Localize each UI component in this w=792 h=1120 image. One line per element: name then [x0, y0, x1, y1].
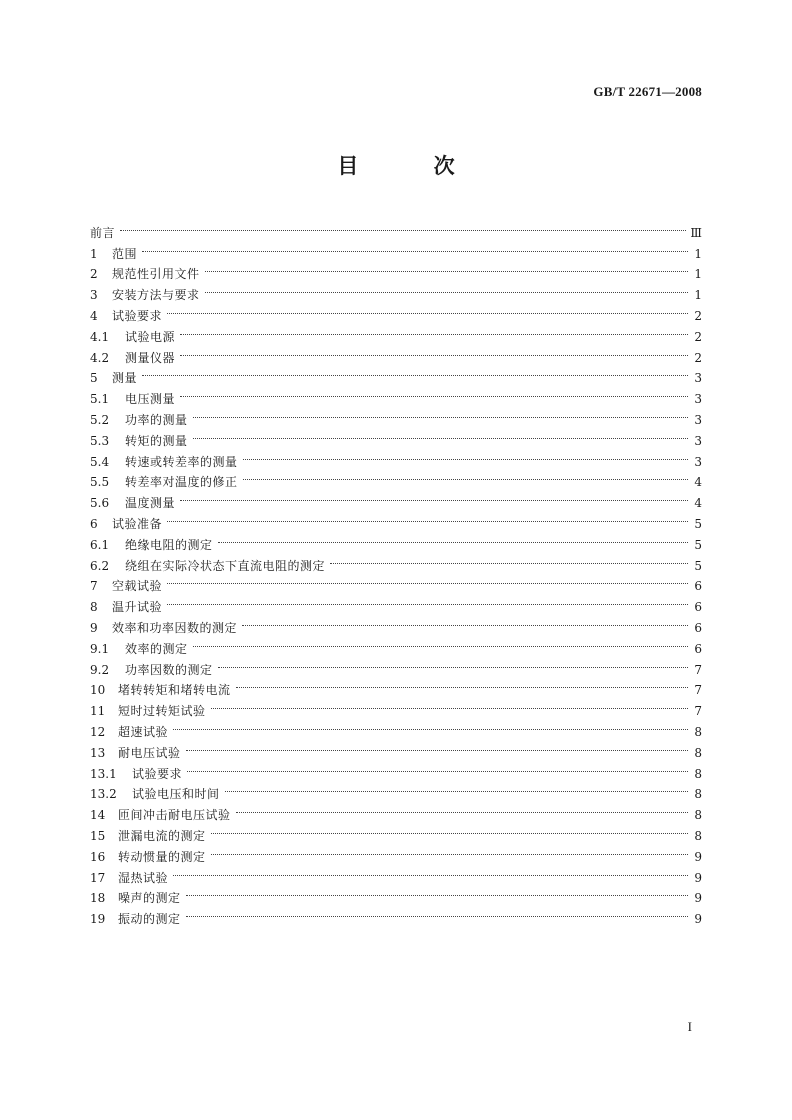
- toc-entry-page: 8: [694, 808, 702, 823]
- toc-entry-title: 绝缘电阻的测定: [125, 537, 213, 552]
- toc-entry-number: 18: [90, 891, 106, 906]
- toc-entry-number: 16: [90, 849, 106, 864]
- toc-entry-number: 5.6: [90, 496, 110, 511]
- toc-entry[interactable]: [90, 403, 702, 427]
- toc-leader-dots: [180, 382, 688, 403]
- toc-entry-title: 振动的测定: [118, 912, 181, 927]
- toc-entry-number: 6.2: [90, 558, 110, 573]
- toc-entry-page: 2: [694, 350, 702, 365]
- toc-leader-dots: [211, 819, 688, 840]
- toc-entry[interactable]: [90, 299, 702, 323]
- toc-entry[interactable]: [90, 757, 702, 781]
- toc-entry-title: 短时过转矩试验: [118, 704, 206, 719]
- toc-entry-number: 5.5: [90, 475, 110, 490]
- toc-entry-page: 2: [694, 329, 702, 344]
- toc-entry-page: 9: [694, 912, 702, 927]
- toc-entry-number: 10: [90, 683, 106, 698]
- toc-entry[interactable]: [90, 715, 702, 739]
- toc-entry-page: 3: [694, 412, 702, 427]
- toc-leader-dots: [142, 237, 688, 258]
- toc-entry[interactable]: [90, 216, 702, 240]
- toc-entry-page: 6: [694, 641, 702, 656]
- standard-number: GB/T 22671—2008: [593, 84, 702, 99]
- toc-entry-page: Ⅲ: [690, 225, 702, 240]
- toc-entry-number: 17: [90, 870, 106, 885]
- toc-entry-title: 湿热试验: [118, 870, 169, 885]
- toc-entry-title: 试验要求: [132, 766, 183, 781]
- toc-entry-number: 15: [90, 828, 106, 843]
- toc-entry-page: 5: [694, 516, 702, 531]
- toc-entry-title: 匝间冲击耐电压试验: [118, 808, 231, 823]
- toc-entry-number: 13.2: [90, 787, 117, 802]
- toc-entry-title: 温升试验: [112, 600, 163, 615]
- toc-leader-dots: [180, 341, 688, 362]
- toc-entry[interactable]: [90, 528, 702, 552]
- toc-entry-number: 7: [90, 579, 98, 594]
- toc-entry-page: 5: [694, 537, 702, 552]
- toc-entry-title: 泄漏电流的测定: [118, 828, 206, 843]
- toc-entry-title: 效率的测定: [125, 641, 188, 656]
- toc-leader-dots: [187, 757, 688, 778]
- toc-entry-page: 7: [694, 704, 702, 719]
- toc-entry-number: 19: [90, 912, 106, 927]
- toc-entry[interactable]: [90, 362, 702, 386]
- toc-entry-number: 4.2: [90, 350, 110, 365]
- toc-leader-dots: [167, 507, 688, 528]
- toc-entry-title: 绕组在实际冷状态下直流电阻的测定: [125, 558, 326, 573]
- toc-entry-title: 电压测量: [125, 392, 176, 407]
- toc-entry-title: 规范性引用文件: [112, 267, 200, 282]
- toc-leader-dots: [193, 403, 688, 424]
- toc-leader-dots: [186, 902, 688, 923]
- table-of-contents: [90, 216, 702, 927]
- toc-leader-dots: [186, 736, 688, 757]
- toc-leader-dots: [173, 715, 688, 736]
- toc-leader-dots: [243, 466, 688, 487]
- toc-leader-dots: [218, 653, 688, 674]
- toc-leader-dots: [120, 216, 686, 237]
- toc-entry-title: 安装方法与要求: [112, 288, 200, 303]
- toc-leader-dots: [193, 424, 688, 445]
- toc-entry-number: 8: [90, 600, 98, 615]
- toc-leader-dots: [211, 694, 688, 715]
- toc-leader-dots: [167, 570, 688, 591]
- toc-entry-title: 效率和功率因数的测定: [112, 620, 238, 635]
- toc-leader-dots: [173, 861, 688, 882]
- toc-leader-dots: [330, 549, 688, 570]
- toc-entry[interactable]: [90, 902, 702, 927]
- toc-entry-title: 超速试验: [118, 724, 169, 739]
- toc-entry[interactable]: [90, 341, 702, 365]
- toc-entry-title: 测量: [112, 371, 138, 386]
- toc-entry-page: 1: [694, 267, 702, 282]
- toc-entry-page: 8: [694, 745, 702, 760]
- toc-leader-dots: [142, 362, 688, 383]
- toc-entry-number: 6: [90, 516, 98, 531]
- toc-entry-page: 2: [694, 308, 702, 323]
- toc-entry-title: 功率因数的测定: [125, 662, 213, 677]
- toc-entry-page: 1: [694, 288, 702, 303]
- toc-entry-page: 8: [694, 828, 702, 843]
- toc-entry[interactable]: [90, 736, 702, 760]
- toc-entry-number: 2: [90, 267, 98, 282]
- toc-entry-title: 转差率对温度的修正: [125, 475, 238, 490]
- toc-entry-page: 9: [694, 891, 702, 906]
- toc-entry-title: 试验要求: [112, 308, 163, 323]
- toc-entry[interactable]: [90, 486, 702, 511]
- toc-entry-page: 3: [694, 454, 702, 469]
- toc-entry[interactable]: [90, 590, 702, 615]
- toc-entry-number: 14: [90, 808, 106, 823]
- toc-entry-page: 6: [694, 579, 702, 594]
- toc-entry-number: 6.1: [90, 537, 110, 552]
- toc-entry-title: 转矩的测量: [125, 433, 188, 448]
- toc-entry-title: 前言: [90, 225, 116, 240]
- toc-entry-number: 5.4: [90, 454, 110, 469]
- toc-entry[interactable]: [90, 882, 702, 906]
- page-title: 目 次: [337, 154, 489, 178]
- toc-entry-title: 堵转转矩和堵转电流: [118, 683, 231, 698]
- toc-leader-dots: [186, 882, 688, 903]
- toc-entry-page: 8: [694, 766, 702, 781]
- toc-entry-title: 温度测量: [125, 496, 176, 511]
- toc-leader-dots: [205, 278, 688, 299]
- toc-entry-title: 耐电压试验: [118, 745, 181, 760]
- toc-leader-dots: [167, 590, 688, 611]
- toc-entry-page: 7: [694, 662, 702, 677]
- toc-entry-page: 6: [694, 620, 702, 635]
- toc-entry-page: 6: [694, 600, 702, 615]
- toc-entry-page: 9: [694, 870, 702, 885]
- toc-entry-title: 转动惯量的测定: [118, 849, 206, 864]
- toc-entry-number: 9.1: [90, 641, 110, 656]
- toc-entry-page: 7: [694, 683, 702, 698]
- toc-entry-title: 噪声的测定: [118, 891, 181, 906]
- toc-entry-number: 5.3: [90, 433, 110, 448]
- toc-entry-title: 试验准备: [112, 516, 163, 531]
- toc-entry[interactable]: [90, 258, 702, 282]
- toc-entry-number: 5: [90, 371, 98, 386]
- toc-entry-number: 5.1: [90, 392, 110, 407]
- toc-entry-page: 8: [694, 787, 702, 802]
- toc-leader-dots: [242, 611, 688, 632]
- toc-leader-dots: [236, 674, 688, 695]
- toc-leader-dots: [180, 486, 688, 507]
- toc-entry-page: 4: [694, 496, 702, 511]
- toc-entry[interactable]: [90, 320, 702, 344]
- toc-entry-number: 9.2: [90, 662, 110, 677]
- toc-leader-dots: [236, 798, 688, 819]
- toc-entry-title: 范围: [112, 246, 138, 261]
- toc-entry-page: 8: [694, 724, 702, 739]
- toc-entry-number: 9: [90, 620, 98, 635]
- toc-entry-page: 5: [694, 558, 702, 573]
- toc-entry-page: 3: [694, 433, 702, 448]
- toc-leader-dots: [218, 528, 688, 549]
- toc-entry-page: 9: [694, 849, 702, 864]
- toc-entry-page: 3: [694, 371, 702, 386]
- toc-entry-number: 4: [90, 308, 98, 323]
- toc-entry-number: 1: [90, 246, 98, 261]
- toc-entry-number: 13.1: [90, 766, 117, 781]
- toc-entry-title: 试验电压和时间: [132, 787, 220, 802]
- toc-entry-page: 3: [694, 392, 702, 407]
- toc-leader-dots: [193, 632, 688, 653]
- toc-entry[interactable]: [90, 570, 702, 594]
- toc-entry[interactable]: [90, 237, 702, 261]
- toc-entry-number: 5.2: [90, 412, 110, 427]
- toc-leader-dots: [243, 445, 688, 466]
- toc-entry-number: 4.1: [90, 329, 110, 344]
- toc-entry-number: 3: [90, 288, 98, 303]
- toc-entry[interactable]: [90, 611, 702, 635]
- toc-entry-title: 转速或转差率的测量: [125, 454, 238, 469]
- toc-entry-title: 空载试验: [112, 579, 163, 594]
- toc-entry-page: 1: [694, 246, 702, 261]
- toc-leader-dots: [211, 840, 688, 861]
- toc-entry-title: 测量仪器: [125, 350, 176, 365]
- toc-leader-dots: [225, 778, 688, 799]
- toc-entry-title: 试验电源: [125, 329, 176, 344]
- toc-entry-number: 12: [90, 724, 106, 739]
- toc-leader-dots: [205, 258, 688, 279]
- toc-entry-title: 功率的测量: [125, 412, 188, 427]
- toc-entry-number: 13: [90, 745, 106, 760]
- toc-entry-page: 4: [694, 475, 702, 490]
- toc-leader-dots: [180, 320, 688, 341]
- page-number: I: [687, 1019, 692, 1034]
- toc-entry[interactable]: [90, 382, 702, 407]
- toc-entry[interactable]: [90, 507, 702, 531]
- toc-entry-number: 11: [90, 704, 106, 719]
- toc-entry[interactable]: [90, 861, 702, 885]
- toc-leader-dots: [167, 299, 688, 320]
